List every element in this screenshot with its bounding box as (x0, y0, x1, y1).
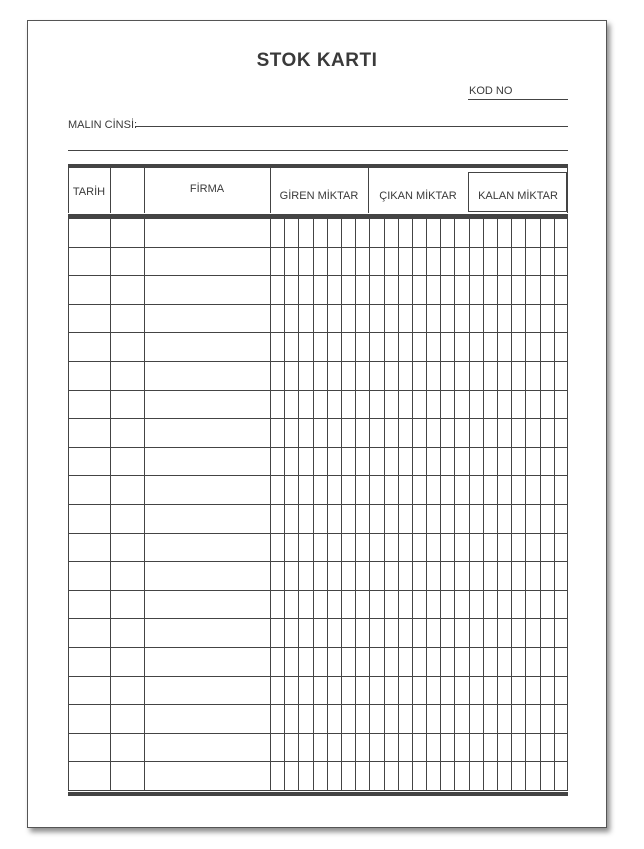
column-header-blank (110, 171, 144, 213)
form-title: STOK KARTI (256, 50, 378, 71)
kod-no-label: KOD NO (469, 85, 513, 97)
malin-cinsi-second-line[interactable] (68, 150, 568, 151)
table-grid (28, 21, 606, 827)
column-header-giren-miktar: GİREN MİKTAR (279, 190, 359, 202)
column-header-kalan-miktar: KALAN MİKTAR (478, 190, 558, 202)
malin-cinsi-label: MALIN CİNSİ: (68, 119, 138, 131)
column-header-firma: FİRMA (189, 183, 225, 195)
stock-card-sheet (27, 20, 607, 828)
table-bottom-rule (68, 792, 568, 796)
malin-cinsi-field[interactable] (135, 126, 568, 127)
kod-no-field[interactable] (468, 99, 568, 100)
column-header-cikan-miktar: ÇIKAN MİKTAR (379, 190, 457, 202)
column-header-tarih: TARİH (72, 186, 106, 198)
header-top-rule (68, 164, 568, 168)
